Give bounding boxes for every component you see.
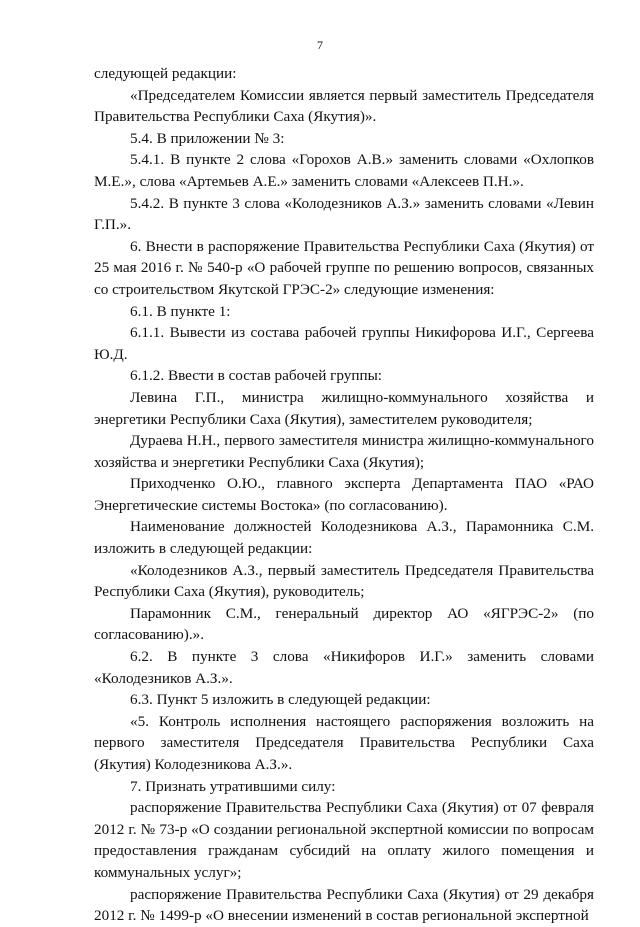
paragraph: «Колодезников А.З., первый заместитель Председателя Правительства Республики Саха (Якутия), руководитель; <box>94 561 594 601</box>
paragraph: 6.2. В пункте 3 слова «Никифоров И.Г.» заменить словами «Колодезников А.З.». <box>94 648 594 687</box>
paragraph: «Председателем Комиссии является первый заместитель Председателя Правительства Республики Саха (Якутия)». <box>94 86 594 126</box>
paragraph: «5. Контроль исполнения настоящего распоряжения возложить на первого заместителя Председателя Правительства Республики Саха (Якутия) Колодезникова А.З.». <box>94 712 594 773</box>
paragraph: Левина Г.П., министра жилищно-коммунального хозяйства и энергетики Республики Саха (Якутия), заместителем руководителя; <box>94 388 594 428</box>
paragraph: Наименование должностей Колодезникова А.З., Парамонника С.М. изложить в следующей редакции: <box>94 518 594 558</box>
paragraph: 5.4.2. В пункте 3 слова «Колодезников А.З.» заменить словами «Левин Г.П.». <box>94 194 594 234</box>
page-number: 7 <box>317 38 323 52</box>
paragraph: следующей редакции: <box>94 65 237 82</box>
paragraph: 6.3. Пункт 5 изложить в следующей редакции: <box>130 691 431 709</box>
paragraph: 7. Признать утратившими силу: <box>130 777 336 795</box>
paragraph: 6. Внести в распоряжение Правительства Республики Саха (Якутия) от 25 мая 2016 г. № 540-р «О рабочей группе по решению вопросов, связанных со строительством Якутской ГРЭС-2» следующие изменения: <box>94 237 594 298</box>
paragraph: Приходченко О.Ю., главного эксперта Департамента ПАО «РАО Энергетические системы Востока» (по согласованию). <box>94 475 594 514</box>
paragraph: Дураева Н.Н., первого заместителя министра жилищно-коммунального хозяйства и энергетики Республики Саха (Якутия); <box>94 432 594 471</box>
document-body <box>94 63 594 927</box>
paragraph: 5.4. В приложении № 3: <box>130 129 285 147</box>
paragraph: распоряжение Правительства Республики Саха (Якутия) от 07 февраля 2012 г. № 73-р «О создании региональной экспертной комиссии по вопросам предоставления гражданам субсидий на оплату жилого помещения и коммунальных услуг»; <box>94 799 594 881</box>
paragraph: 6.1.1. Вывести из состава рабочей группы Никифорова И.Г., Сергеева Ю.Д. <box>94 324 594 363</box>
paragraph: распоряжение Правительства Республики Саха (Якутия) от 29 декабря 2012 г. № 1499-р «О внесении изменений в состав региональной экспертной <box>94 885 594 925</box>
paragraph: 6.1.2. Ввести в состав рабочей группы: <box>130 367 383 385</box>
paragraph: 5.4.1. В пункте 2 слова «Горохов А.В.» заменить словами «Охлопков М.Е.», слова «Артемьев А.Е.» заменить словами «Алексеев П.Н.». <box>94 151 594 190</box>
paragraph: Парамонник С.М., генеральный директор АО «ЯГРЭС-2» (по согласованию).». <box>94 604 594 644</box>
paragraph: 6.1. В пункте 1: <box>130 302 231 320</box>
